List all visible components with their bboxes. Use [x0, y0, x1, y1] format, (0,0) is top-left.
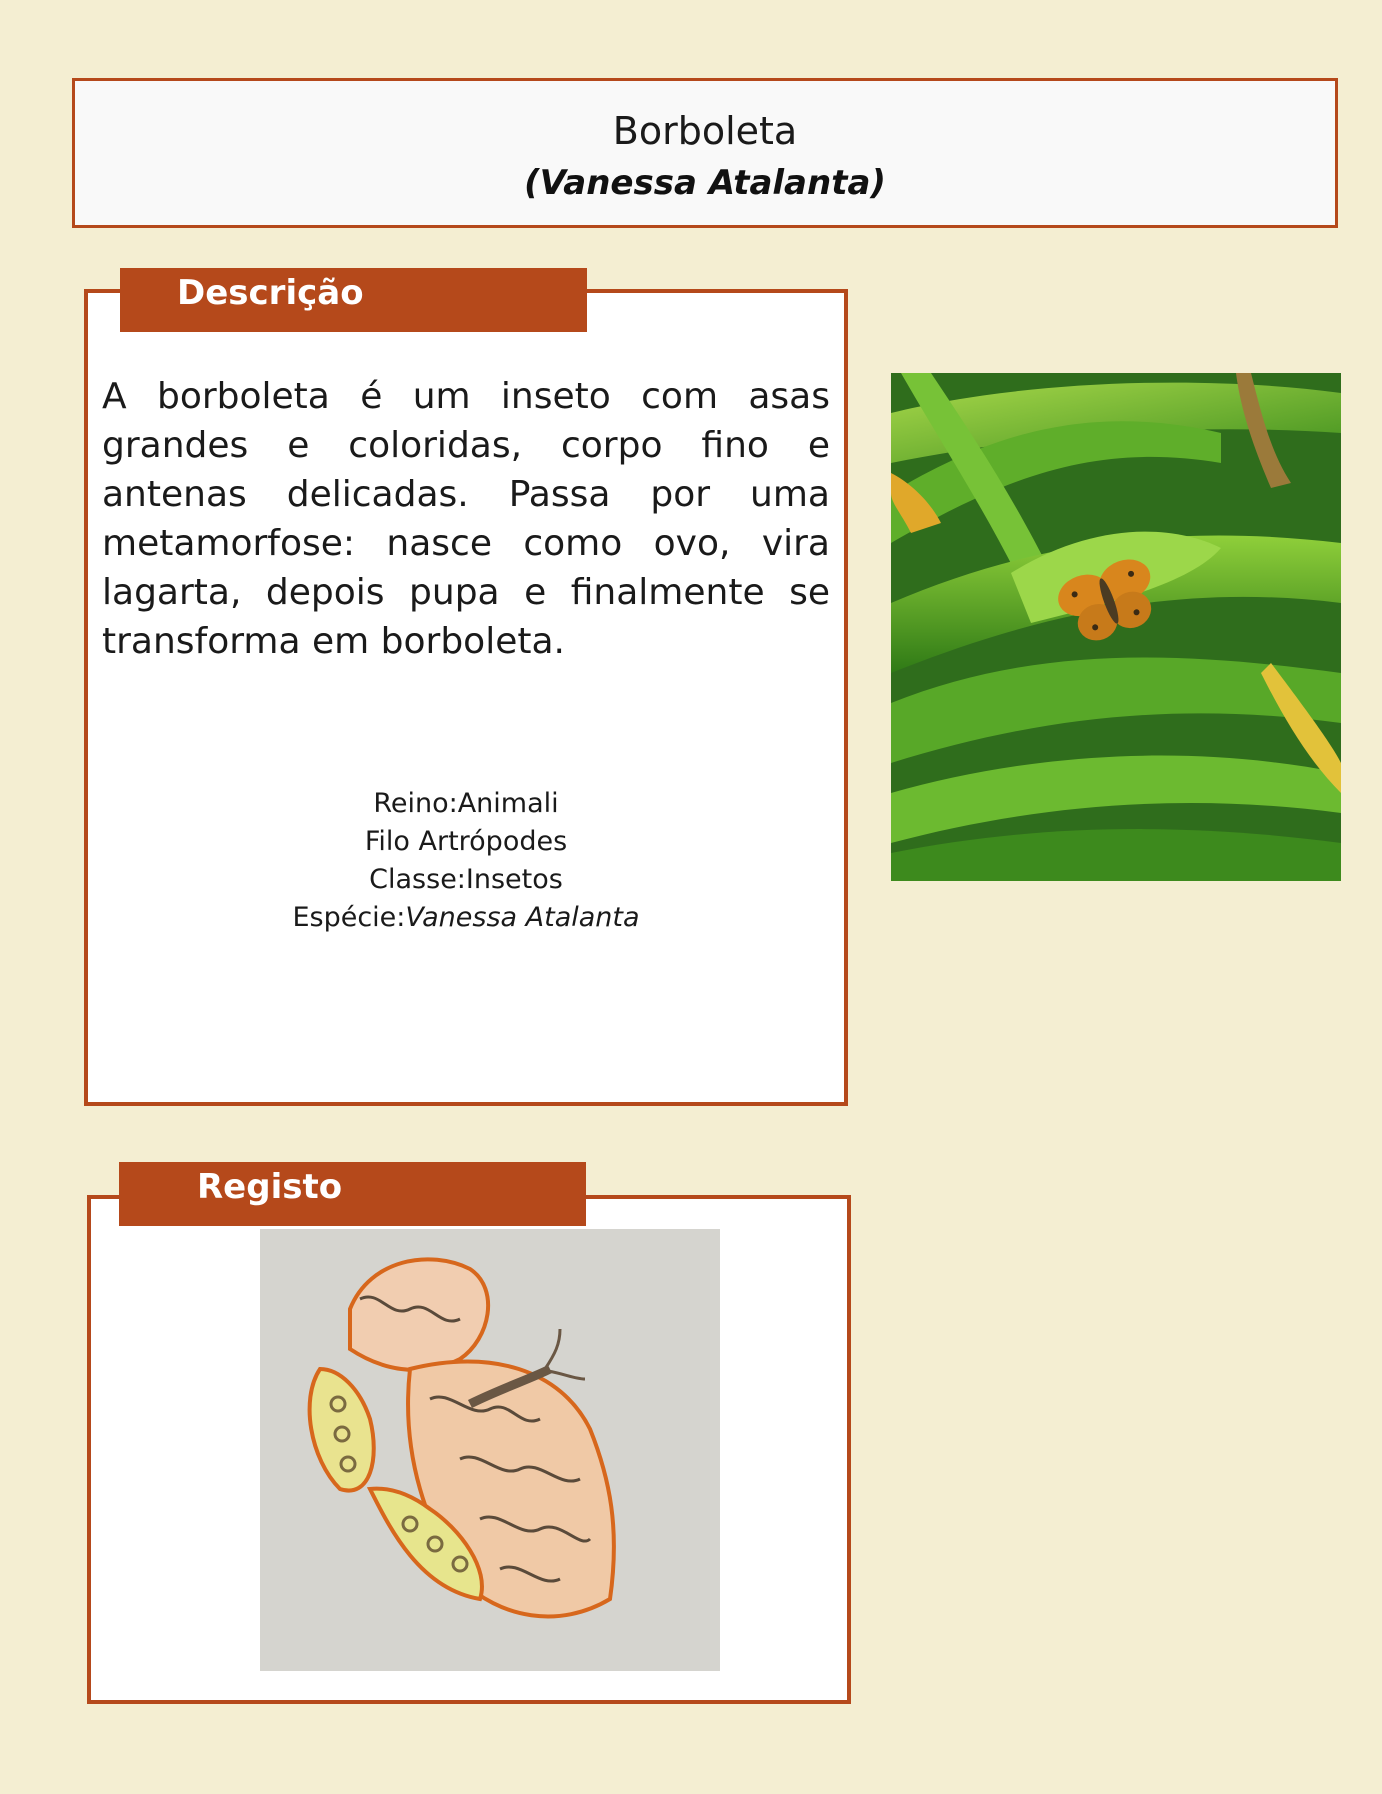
- scientific-name: (Vanessa Atalanta): [524, 163, 886, 203]
- registo-tab-label: Registo: [119, 1162, 586, 1226]
- butterfly-drawing-graphic: [260, 1229, 720, 1671]
- taxonomy-classe: Classe:Insetos: [369, 864, 563, 895]
- taxonomy-especie: [84, 899, 848, 937]
- title-box: [72, 78, 1338, 228]
- taxonomy-especie-value: Vanessa Atalanta: [405, 902, 640, 933]
- butterfly-drawing: [260, 1229, 720, 1671]
- taxonomy-especie-label: Espécie:: [292, 902, 406, 933]
- butterfly-photo-graphic: [891, 373, 1341, 881]
- description-text: A borboleta é um inseto com asas grandes e coloridas, corpo fino e antenas delicadas. Passa por uma metamorfose: nasce como ovo, vira lagarta, depois pupa e finalmente se transforma em borboleta.: [102, 376, 830, 662]
- taxonomy-filo: Filo Artrópodes: [364, 826, 568, 857]
- butterfly-photo: [891, 373, 1341, 881]
- description-tab-label: Descrição: [120, 268, 587, 332]
- taxonomy-reino: Reino:Animali: [373, 788, 559, 819]
- page-title: Borboleta: [612, 109, 798, 153]
- taxonomy-list: [84, 785, 848, 937]
